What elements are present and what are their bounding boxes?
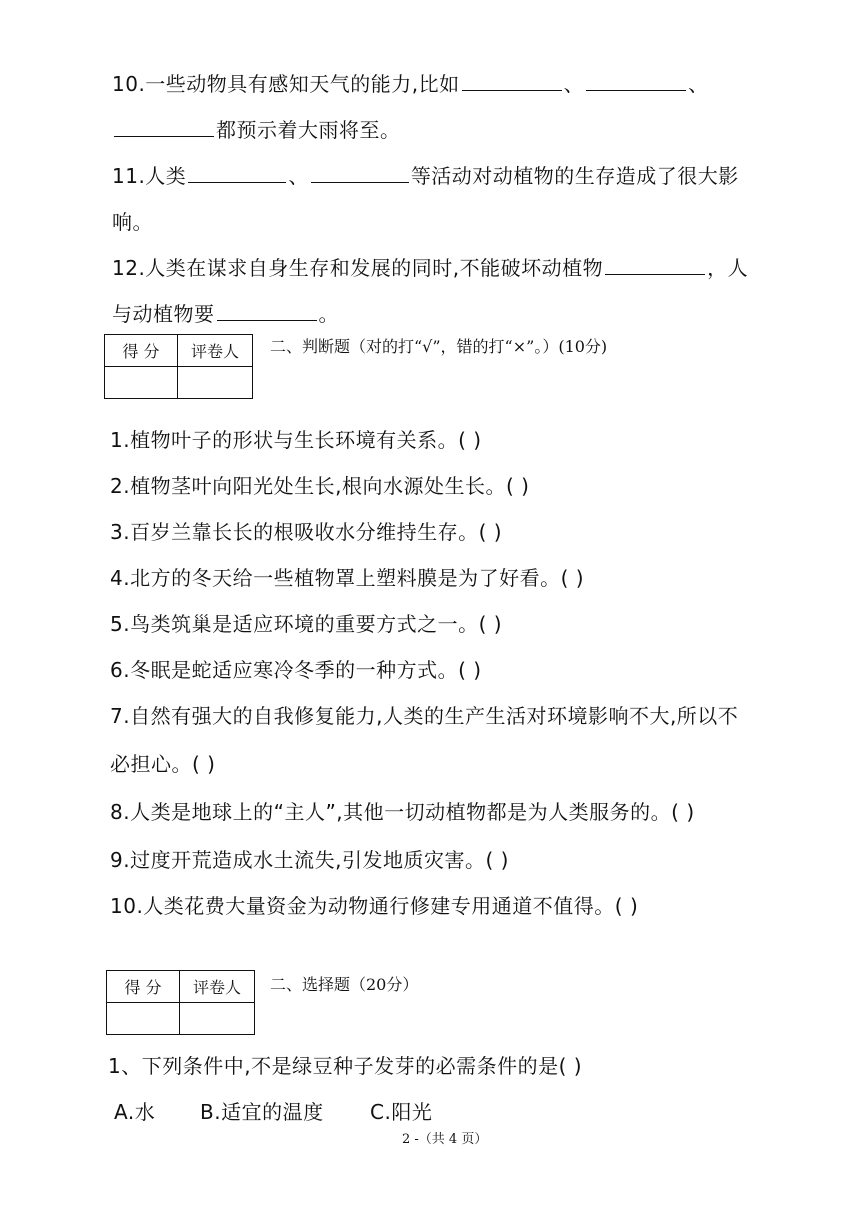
q12-line2	[112, 298, 339, 327]
judge-item: 8.人类是地球上的“主人”,其他一切动植物都是为人类服务的。( )	[110, 800, 695, 824]
answer-blank[interactable]	[114, 118, 214, 137]
option-a[interactable]: A.水	[114, 1100, 156, 1124]
grader-cell[interactable]	[180, 1003, 255, 1035]
q11-text-mid: 等活动对动植物的生存造成了很大影	[410, 164, 739, 188]
q10-text-end: 都预示着大雨将至。	[216, 118, 401, 142]
option-c[interactable]: C.阳光	[370, 1100, 433, 1124]
judge-section-header: 二、判断题（对的打“√”，错的打“×”。）(10分)	[270, 337, 608, 356]
judge-item: 9.过度开荒造成水土流失,引发地质灾害。( )	[110, 848, 509, 872]
q11-text-end: 响。	[112, 210, 153, 234]
score-box	[106, 970, 255, 1035]
score-cell[interactable]	[105, 367, 178, 399]
option-b[interactable]: B.适宜的温度	[200, 1100, 324, 1124]
choice-section-header: 二、选择题（20分）	[270, 975, 419, 994]
grader-cell[interactable]	[178, 367, 253, 399]
q10-line2	[112, 114, 401, 143]
answer-blank[interactable]	[605, 256, 705, 275]
q10-line1	[112, 68, 709, 97]
judge-item-cont: 必担心。( )	[110, 752, 216, 776]
q12-text-mid: ，人	[707, 256, 749, 280]
q12-text-end: 。	[318, 302, 339, 326]
answer-blank[interactable]	[462, 72, 562, 91]
judge-item: 1.植物叶子的形状与生长环境有关系。( )	[110, 428, 482, 452]
separator: 、	[688, 72, 709, 96]
page-footer: 2 -（共 4 页）	[402, 1132, 488, 1147]
answer-blank[interactable]	[217, 302, 317, 321]
separator: 、	[288, 164, 309, 188]
answer-blank[interactable]	[311, 164, 409, 183]
q12-text: 12.人类在谋求自身生存和发展的同时,不能破坏动植物	[112, 256, 604, 280]
judge-item: 6.冬眠是蛇适应寒冷冬季的一种方式。( )	[110, 658, 482, 682]
judge-item: 5.鸟类筑巢是适应环境的重要方式之一。( )	[110, 612, 503, 636]
score-label: 得 分	[107, 971, 180, 1003]
separator: 、	[563, 72, 585, 96]
q11-line2	[112, 206, 153, 235]
grader-label: 评卷人	[180, 971, 255, 1003]
q12-line1	[112, 252, 748, 281]
judge-item: 7.自然有强大的自我修复能力,人类的生产生活对环境影响不大,所以不	[110, 704, 739, 728]
score-box	[104, 334, 253, 399]
answer-blank[interactable]	[586, 72, 686, 91]
q12-text-b: 与动植物要	[112, 302, 215, 326]
q11-text: 11.人类	[112, 164, 187, 188]
score-cell[interactable]	[107, 1003, 180, 1035]
judge-item: 2.植物茎叶向阳光处生长,根向水源处生长。( )	[110, 474, 530, 498]
grader-label: 评卷人	[178, 335, 253, 367]
choice-options	[114, 1096, 432, 1125]
q10-text: 10.一些动物具有感知天气的能力,比如	[112, 72, 460, 96]
judge-item: 3.百岁兰靠长长的根吸收水分维持生存。( )	[110, 520, 503, 544]
answer-blank[interactable]	[188, 164, 286, 183]
choice-question: 1、下列条件中,不是绿豆种子发芽的必需条件的是( )	[108, 1054, 583, 1078]
q11-line1	[112, 160, 739, 189]
judge-item: 10.人类花费大量资金为动物通行修建专用通道不值得。( )	[110, 894, 639, 918]
judge-item: 4.北方的冬天给一些植物罩上塑料膜是为了好看。( )	[110, 566, 585, 590]
score-label: 得 分	[105, 335, 178, 367]
